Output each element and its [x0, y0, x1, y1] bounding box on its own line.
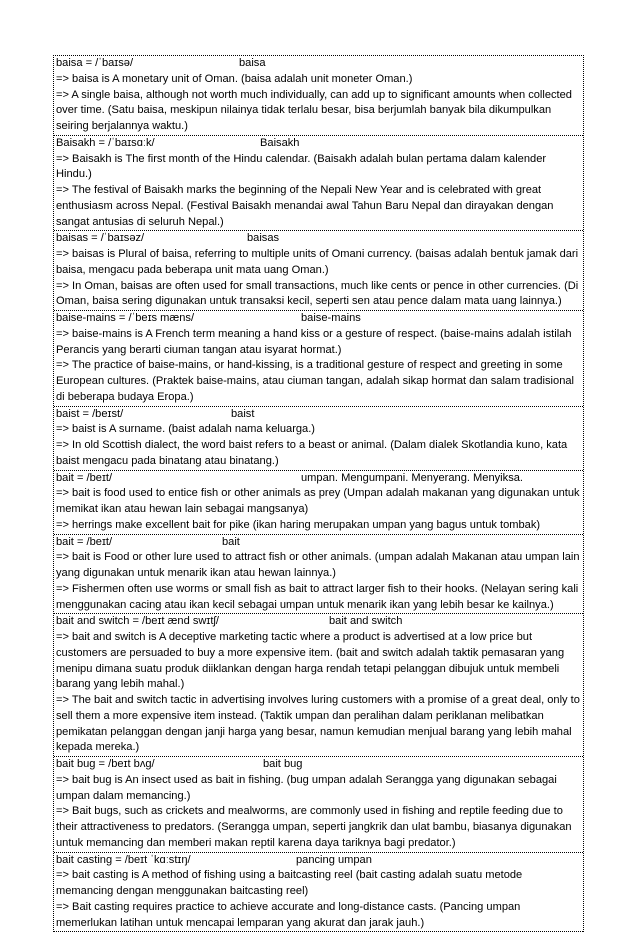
entry-meaning: baisas	[247, 231, 279, 247]
entry-meaning: baist	[231, 407, 254, 423]
entry	[54, 471, 583, 535]
entry	[54, 56, 583, 136]
entry	[54, 136, 583, 232]
entry-term: bait and switch = /beɪt ænd swɪtʃ/	[56, 614, 329, 630]
entry-example: => In Oman, baisas are often used for small transactions, much like cents or pence in other currencies. (Di Oman, baisa sering digunakan untuk transaksi kecil, seperti sen atau pence dalam mata uang lainnya.)	[56, 279, 581, 311]
dictionary-document	[53, 55, 584, 932]
entry-meaning: umpan. Mengumpani. Menyerang. Menyiksa.	[301, 471, 523, 487]
entry	[54, 535, 583, 615]
entry-meaning: bait bug	[263, 757, 302, 773]
entry-definition: => bait casting is A method of fishing using a baitcasting reel (bait casting adalah suatu metode memancing dengan menggunakan baitcasting reel)	[56, 868, 581, 900]
entry-term: bait bug = /beɪt bʌɡ/	[56, 757, 263, 773]
entry-term: bait casting = /beɪt ˈkɑːstɪŋ/	[56, 853, 296, 869]
entry-term: bait = /beɪt/	[56, 535, 222, 551]
entry-meaning: bait and switch	[329, 614, 402, 630]
entry-definition: => bait is Food or other lure used to attract fish or other animals. (umpan adalah Makanan atau umpan lain yang digunakan untuk menarik ikan atau hewan lainnya.)	[56, 550, 581, 582]
entry-term: baisa = /ˈbaɪsə/	[56, 56, 239, 72]
entry-term: bait = /beɪt/	[56, 471, 301, 487]
entry-definition: => bait and switch is A deceptive marketing tactic where a product is advertised at a low price but customers are persuaded to buy a more expensive item. (bait and switch adalah taktik pemasaran yang menipu dimana suatu produk diiklankan dengan harga rendah tetapi pelanggan dibujuk untuk membeli barang yang lebih mahal.)	[56, 630, 581, 693]
entry-example: => Fishermen often use worms or small fish as bait to attract larger fish to their hooks. (Nelayan sering kali menggunakan cacing atau ikan kecil sebagai umpan untuk menarik ikan yang lebih besar ke kailnya.)	[56, 582, 581, 614]
entry-definition: => bait is food used to entice fish or other animals as prey (Umpan adalah makanan yang digunakan untuk memikat ikan atau hewan lain sebagai mangsanya)	[56, 486, 581, 518]
entry-example: => The bait and switch tactic in advertising involves luring customers with a promise of a great deal, only to sell them a more expensive item instead. (Taktik umpan dan peralihan dalam periklanan melibatkan pemikatan pelanggan dengan janji harga yang besar, namun kemudian menjual barang yang lebih mahal kepada mereka.)	[56, 693, 581, 756]
entry-definition: => baist is A surname. (baist adalah nama keluarga.)	[56, 422, 581, 438]
entry-meaning: pancing umpan	[296, 853, 372, 869]
entry-definition: => Baisakh is The first month of the Hindu calendar. (Baisakh adalah bulan pertama dalam kalender Hindu.)	[56, 152, 581, 184]
entry-term: baisas = /ˈbaɪsəz/	[56, 231, 247, 247]
entry-meaning: baisa	[239, 56, 266, 72]
entry-meaning: baise-mains	[301, 311, 361, 327]
entry-example: => A single baisa, although not worth much individually, can add up to significant amounts when collected over time. (Satu baisa, meskipun nilainya tidak terlalu besar, bisa berjumlah banyak bila dikumpulkan seiring berjalannya waktu.)	[56, 88, 581, 135]
entry-example: => The practice of baise-mains, or hand-kissing, is a traditional gesture of respect and greeting in some European cultures. (Praktek baise-mains, atau ciuman tangan, adalah sikap hormat dan salam tradisional di beberapa budaya Eropa.)	[56, 358, 581, 405]
entry-term: baist = /beɪst/	[56, 407, 231, 423]
entry-definition: => baise-mains is A French term meaning a hand kiss or a gesture of respect. (baise-mains adalah istilah Perancis yang berarti ciuman tangan atau isyarat hormat.)	[56, 327, 581, 359]
entry	[54, 853, 583, 932]
entry-definition: => baisas is Plural of baisa, referring to multiple units of Omani currency. (baisas adalah bentuk jamak dari baisa, mengacu pada beberapa unit mata uang Oman.)	[56, 247, 581, 279]
entry-example: => herrings make excellent bait for pike (ikan haring merupakan umpan yang bagus untuk tombak)	[56, 518, 581, 534]
entry-definition: => baisa is A monetary unit of Oman. (baisa adalah unit moneter Oman.)	[56, 72, 581, 88]
entry	[54, 614, 583, 757]
entry-definition: => bait bug is An insect used as bait in fishing. (bug umpan adalah Serangga yang digunakan sebagai umpan dalam memancing.)	[56, 773, 581, 805]
entry-term: baise-mains = /ˈbeɪs mæns/	[56, 311, 301, 327]
entry	[54, 231, 583, 311]
entry-example: => The festival of Baisakh marks the beginning of the Nepali New Year and is celebrated with great enthusiasm across Nepal. (Festival Baisakh menandai awal Tahun Baru Nepal dan dirayakan dengan sangat antusias di seluruh Nepal.)	[56, 183, 581, 230]
entry	[54, 407, 583, 471]
entry	[54, 311, 583, 407]
entry-example: => Bait casting requires practice to achieve accurate and long-distance casts. (Pancing umpan memerlukan latihan untuk mencapai lemparan yang akurat dan jarak jauh.)	[56, 900, 581, 932]
entry-example: => Bait bugs, such as crickets and mealworms, are commonly used in fishing and reptile feeding due to their attractiveness to predators. (Serangga umpan, seperti jangkrik dan ulat bambu, biasanya digunakan untuk memancing dan memberi makan reptil karena daya tariknya bagi predator.)	[56, 804, 581, 851]
entry-meaning: bait	[222, 535, 240, 551]
entry-example: => In old Scottish dialect, the word baist refers to a beast or animal. (Dalam dialek Skotlandia kuno, kata baist mengacu pada binatang atau binatang.)	[56, 438, 581, 470]
entry-term: Baisakh = /ˈbaɪsɑːk/	[56, 136, 260, 152]
entry	[54, 757, 583, 853]
entry-meaning: Baisakh	[260, 136, 299, 152]
